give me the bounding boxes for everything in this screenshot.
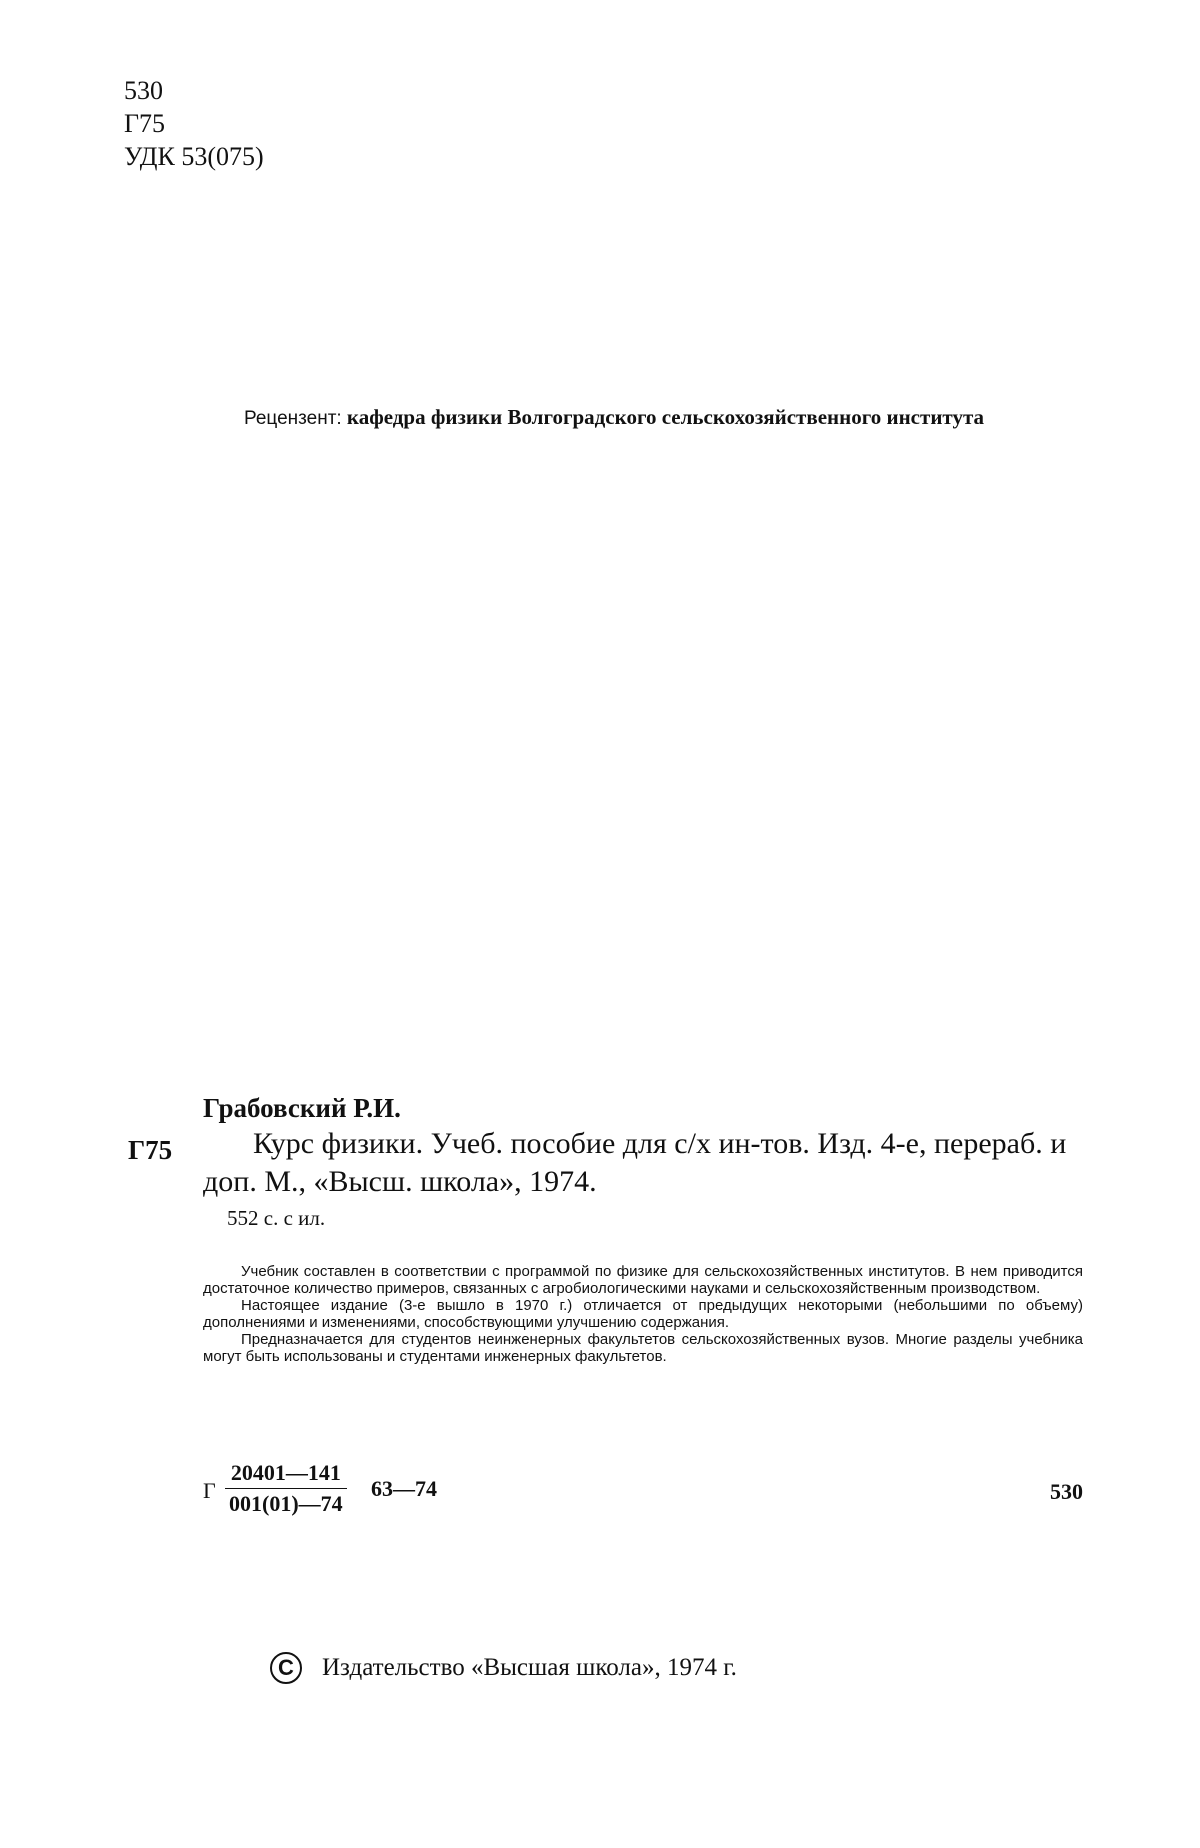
index-denominator: 001(01)—74	[229, 1491, 343, 1516]
reviewer-text: кафедра физики Волгоградского сельскохозяйственного института	[346, 405, 985, 429]
annotation-paragraph: Настоящее издание (3-е вышло в 1970 г.) отличается от предыдущих некоторыми (небольшими по объему) дополнениями и изменениями, способствующими улучшению содержания.	[203, 1297, 1083, 1331]
bib-title: Курс физики. Учеб. пособие для с/х ин-тов. Изд. 4-е, перераб. и доп. М., «Высш. школа», 1974.	[203, 1127, 1067, 1198]
author-mark: Г75	[124, 109, 166, 138]
bib-pages: 552 с. с ил.	[227, 1206, 326, 1230]
copyright-icon: C	[270, 1652, 302, 1684]
publishing-index	[203, 1460, 1083, 1520]
index-numerator: 20401—141	[230, 1460, 341, 1485]
annotation-paragraph: Предназначается для студентов неинженерных факультетов сельскохозяйственных вузов. Многие разделы учебника могут быть использованы и студентами инженерных факультетов.	[203, 1331, 1083, 1365]
classification-codes	[124, 74, 264, 173]
index-fraction	[225, 1460, 347, 1517]
fraction-line	[225, 1488, 347, 1489]
publisher-line	[270, 1652, 737, 1684]
bib-author-mark: Г75	[128, 1135, 173, 1165]
bib-author: Грабовский Р.И.	[203, 1093, 401, 1123]
reviewer-note	[203, 403, 1083, 433]
annotation	[203, 1263, 1083, 1365]
index-suffix: 63—74	[371, 1476, 437, 1501]
annotation-paragraph: Учебник составлен в соответствии с программой по физике для сельскохозяйственных институтов. В нем приводится достаточное количество примеров, связанных с агробиологическими науками и сельскохозяйственным производством.	[203, 1263, 1083, 1297]
index-classification: 530	[1050, 1479, 1083, 1504]
publisher-text: Издательство «Высшая школа», 1974 г.	[322, 1654, 737, 1681]
bbk-code: 530	[124, 76, 163, 105]
index-letter: Г	[203, 1478, 216, 1503]
udk-code: УДК 53(075)	[124, 142, 264, 171]
reviewer-label: Рецензент:	[244, 408, 342, 429]
